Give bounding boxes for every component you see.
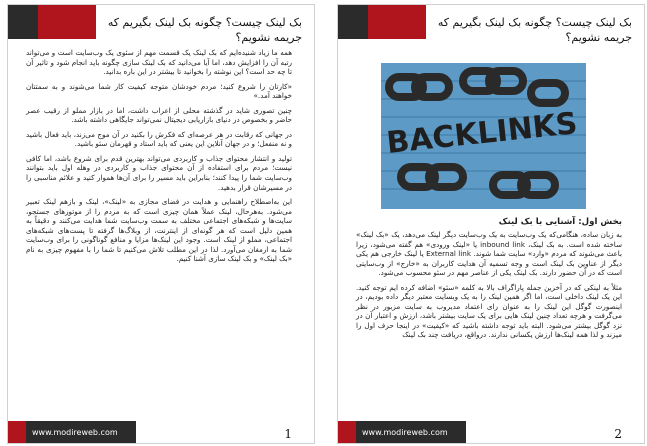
paragraph: به زبان ساده، هنگامی‌که یک وب‌سایت به یک وب‌سایت دیگر لینک می‌دهد، یک «بک لینک» ساخته شده است. به بک لینک، inbound link یا «لینک ورودی» هم گفته می‌شود، زیرا باعث می‌شوند که مردم «وارد» سایت شما شوند. External link یا لینک خارجی هم یکی دیگر از عناوین بک لینک است و وجه تسمیه آن هدایت کاربران به «خارج» از وب‌سایتی است که در آن حضور دارند. بک لینک یکی از عناصر مهم در سئو محسوب می‌شود. xyxy=(356,230,622,278)
footer-url[interactable]: www.modireweb.com xyxy=(32,428,118,437)
page-left xyxy=(7,4,315,444)
page-right xyxy=(337,4,645,444)
paragraph: تولید و انتشار محتوای جذاب و کاربردی می‌تواند بهترین قدم برای شروع باشد، اما کافی نیست؛ مردم برای استفاده از آن محتوای جذاب و کاربردی در وهله اول باید بتوانند وب‌سایت شما را پیدا کنند؛ بنابراین باید مسیر را برای آن‌ها هموار کنید و علائم مناسبی را در مسیرشان قرار بدهید. xyxy=(26,153,292,192)
backlinks-image xyxy=(381,63,586,209)
footer-band-red xyxy=(8,421,26,443)
paragraph: چنین تصوری شاید در گذشته محلی از اعراب داشت، اما در بازار مملو از رقیب عصر حاضر و بخصوص در دنیای بازاریابی دیجیتال نمی‌تواند جایگاهی داشته باشد. xyxy=(26,105,292,125)
header-band-dark xyxy=(8,5,38,39)
paragraph: مثلاً به لینکی که در آخرین جمله پاراگراف بالا به کلمه «سئو» اضافه کرده ایم توجه کنید. این یک لینک داخلی است، اما اگر همین لینک را به یک وبسایت معتبر دیگر داده بودیم، در اینصورت گوگل این لینک را به عنوان رای اعتماد مدیروب به سایت مزبور در نظر می‌گرفت و هرچه تعداد چنین لینک هایی برای یک سایت بیشتر باشد، ارزش و اعتبار آن در نزد گوگل بیشتر می‌شود. البته باید توجه داشته باشید که «کیفیت» در اینجا حرف اول را میزند و لذا همه لینک‌ها ارزش یکسانی ندارند. درواقع، دریافت چند بک لینک xyxy=(356,282,622,340)
footer-url[interactable]: www.modireweb.com xyxy=(362,428,448,437)
header-band-dark xyxy=(338,5,368,39)
page-number: 1 xyxy=(284,427,292,441)
paragraph: این به‌اصطلاح راهنمایی و هدایت در فضای مجازی به «لینک»، لینک و بازهم لینک تعبیر می‌شود. به‌هرحال، لینک عملاً همان چیزی است که به مردم را از موتورهای جستجو، سایت‌ها و شبکه‌های اجتماعی مختلف به سمت وب‌سایت شما هدایت می‌کنند و دقیقاً به همین دلیل است که هر گونه‌ای از اینترنت، از وبلاگ‌ها گرفته تا پست‌های شبکه‌های اجتماعی، مملو از لینک است. وجود این لینک‌ها مزایا و منافع گوناگونی را برای وب‌سایت شما به ارمغان می‌آورد. لذا در این مطلب تلاش می‌کنیم تا شما را با مفهوم چیزی به نام «بک لینک» و بک لینک سازی آشنا کنیم. xyxy=(26,197,292,264)
paragraph: در جهانی که رقابت در هر عرصه‌ای که فکرش را بکنید در آن موج می‌زند، باید فعال باشید و نه منفعل؛ و در جهان آنلاین این یعنی که باید استاد و قهرمان سئو باشید. xyxy=(26,129,292,149)
page-title: بک لینک چیست؟ چگونه بک لینک بگیریم که جریمه نشویم؟ xyxy=(437,16,632,44)
page-body xyxy=(356,217,622,345)
section-heading: بخش اول: آشنایی با بک لینک xyxy=(498,217,622,227)
page-body xyxy=(26,48,292,269)
paragraph: «کارتان را شروع کنید؛ مردم خودشان متوجه کیفیت کار شما می‌شوند و به سمتتان خواهند آمد.» xyxy=(26,81,292,101)
paragraph: همه ما زیاد شنیده‌ایم که بک لینک یک قسمت مهم از سئوی یک وب‌سایت است و می‌تواند رتبه آن را افزایش دهد، اما آیا می‌دانید که بک لینک سازی چگونه باید انجام شود و تاثیر آن تا چه حد است؟ این نوشته را بخوانید تا بیشتر در این باره بدانید. xyxy=(26,48,292,77)
chain-links-illustration xyxy=(381,63,586,209)
backlinks-text: BACKLINKS xyxy=(384,106,580,161)
page-title: بک لینک چیست؟ چگونه بک لینک بگیریم که جریمه نشویم؟ xyxy=(107,16,302,44)
footer-band-red xyxy=(338,421,356,443)
page-number: 2 xyxy=(614,427,622,441)
